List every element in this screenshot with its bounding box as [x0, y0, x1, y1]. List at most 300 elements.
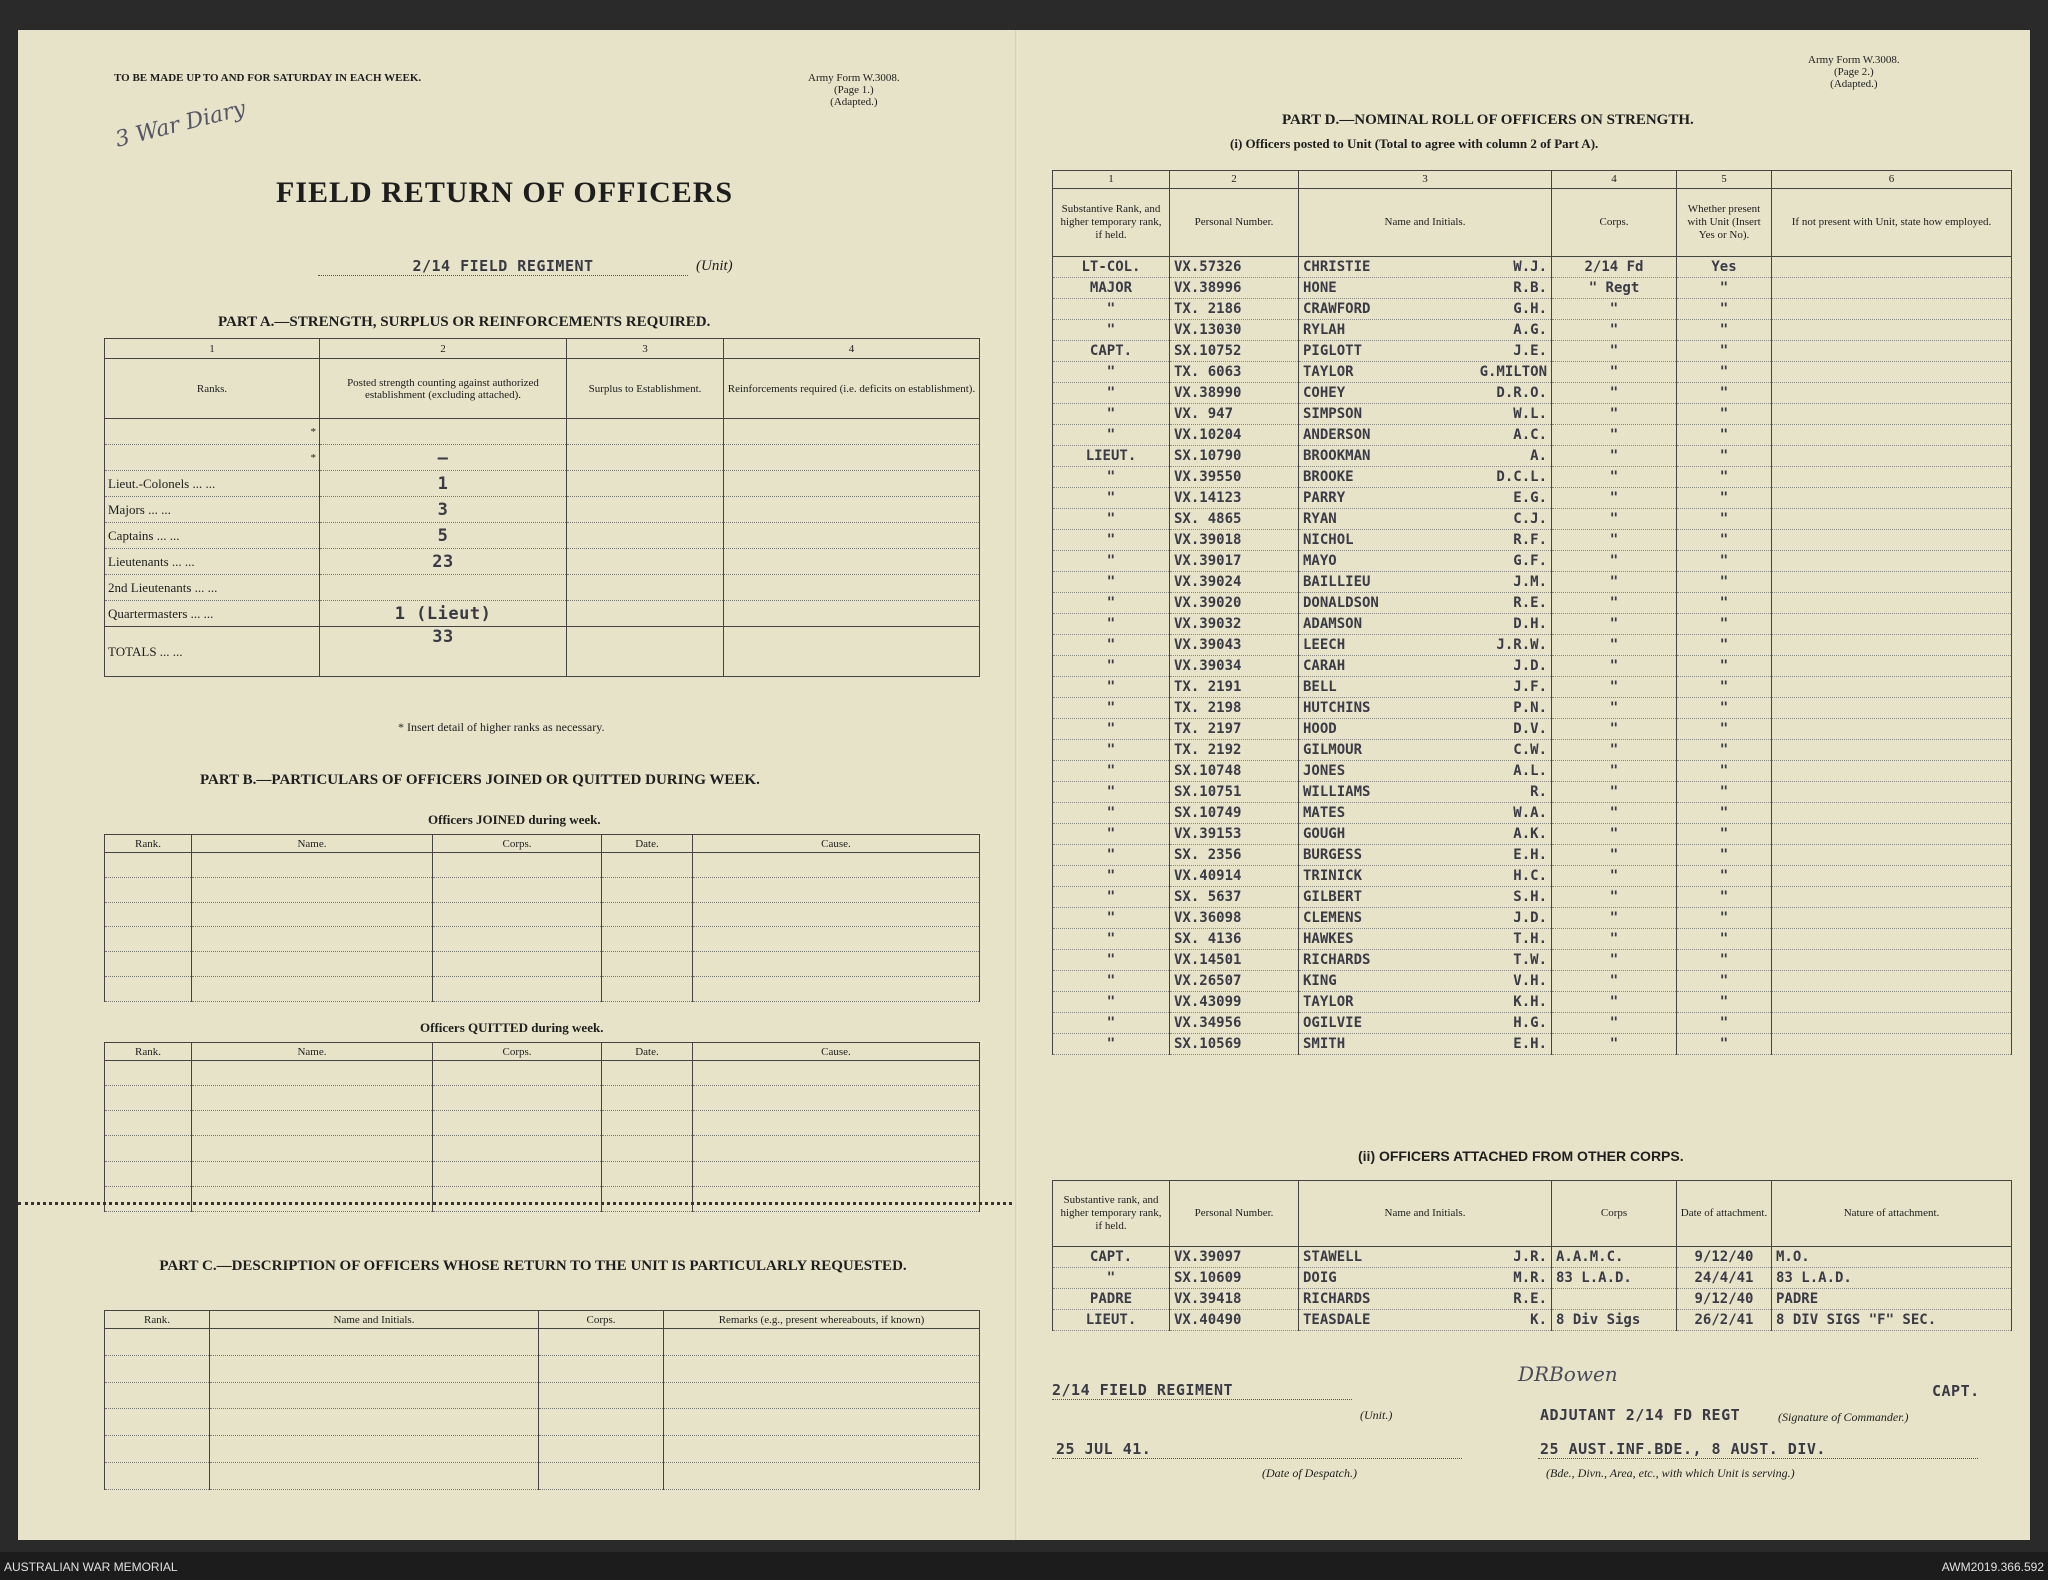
corps-cell: "	[1552, 1034, 1677, 1055]
surname: GILBERT	[1303, 889, 1363, 905]
surname: HUTCHINS	[1303, 700, 1371, 716]
number-cell: VX.39097	[1170, 1247, 1299, 1268]
present-cell: "	[1677, 698, 1772, 719]
part-a-table: 1 2 3 4 Ranks. Posted strength counting against authorized establishment (excluding attached). Surplus to Establishment. Reinforcements required (i.e. deficits on establishment). * * – Lieut.-Colonels ... ... 1 Majors ... ... 3 Captains ... ... 5 Lieutenants ... ... 23 2nd Lieutenants ... ... Quartermasters ... ... 1 (Lieut) TOTALS ... ... 33	[104, 338, 980, 677]
present-cell: "	[1677, 635, 1772, 656]
surname: RICHARDS	[1303, 952, 1371, 968]
corps-cell: "	[1552, 530, 1677, 551]
rank-cell: "	[1053, 929, 1170, 950]
number-cell: TX. 2186	[1170, 299, 1299, 320]
name-cell	[1299, 257, 1552, 278]
part-c-table: Rank. Name and Initials. Corps. Remarks (e.g., present whereabouts, if known)	[104, 1310, 980, 1490]
officer-row	[1053, 530, 2012, 551]
initials: R.	[1530, 784, 1547, 800]
surname: ADAMSON	[1303, 616, 1363, 632]
present-cell: "	[1677, 656, 1772, 677]
name-cell	[1299, 908, 1552, 929]
corps-cell: 2/14 Fd	[1552, 257, 1677, 278]
name-cell	[1299, 656, 1552, 677]
employment-cell	[1772, 824, 2012, 845]
corps-cell: "	[1552, 383, 1677, 404]
corps-cell: 8 Div Sigs	[1552, 1310, 1677, 1331]
surname: CLEMENS	[1303, 910, 1363, 926]
number-cell: VX.39020	[1170, 593, 1299, 614]
part-d-subtitle: (i) Officers posted to Unit (Total to agree with column 2 of Part A).	[1230, 136, 1599, 151]
present-cell: "	[1677, 845, 1772, 866]
number-cell: VX. 947	[1170, 404, 1299, 425]
employment-cell	[1772, 257, 2012, 278]
initials: M.R.	[1513, 1270, 1547, 1286]
present-cell: "	[1677, 383, 1772, 404]
corps-cell: "	[1552, 908, 1677, 929]
archive-footer	[0, 1552, 2048, 1580]
present-cell: "	[1677, 299, 1772, 320]
name-cell	[1299, 635, 1552, 656]
present-cell: "	[1677, 950, 1772, 971]
name-cell	[1299, 530, 1552, 551]
rank-cell: PADRE	[1053, 1289, 1170, 1310]
surname: RICHARDS	[1303, 1291, 1371, 1307]
rank-cell: CAPT.	[1053, 341, 1170, 362]
attached-officer-row	[1053, 1289, 2012, 1310]
initials: J.R.	[1513, 1249, 1547, 1265]
officer-row	[1053, 467, 2012, 488]
name-cell	[1299, 971, 1552, 992]
officer-row	[1053, 950, 2012, 971]
initials: J.R.W.	[1496, 637, 1547, 653]
officer-row	[1053, 971, 2012, 992]
officer-row	[1053, 1013, 2012, 1034]
right-page	[1018, 30, 2030, 1540]
present-cell: "	[1677, 740, 1772, 761]
corps-cell: "	[1552, 509, 1677, 530]
name-cell	[1299, 929, 1552, 950]
employment-cell	[1772, 1013, 2012, 1034]
corps-cell: "	[1552, 950, 1677, 971]
number-cell: SX.10749	[1170, 803, 1299, 824]
footer-source: AUSTRALIAN WAR MEMORIAL	[4, 1560, 178, 1574]
nominal-roll-table: 1 2 3 4 5 6 Substantive Rank, and higher temporary rank, if held. Personal Number. Name and Initials. Corps. Whether present with Unit (Insert Yes or No). If not present with Unit, state how employed. LT-COL. VX.57326 CHRISTIE W.J. 2/14 Fd Yes MAJOR VX.38996 HONE R.B. " Regt " " TX. 2186 CRAWFORD G.H. " " " VX.13030 RYLAH A.G. " " CAPT. SX.10752 PIGLOTT J.E. " " " TX. 6063 TAYLOR G.MILTON " " " VX.38990 COHEY D.R.O. " " " VX. 947 SIMPSON W.L. " " " VX.10204 ANDERSON A.C. " " LIEUT. SX.10790 BROOKMAN A. " " " VX.39550 BROOKE D.C.L. " " " VX.14123 PARRY E.G. " " " SX. 4865 RYAN C.J. " " " VX.39018 NICHOL R.F. " " " VX.39017 MAYO G.F. " " " VX.39024 BAILLIEU J.M. " " " VX.39020 DONALDSON R.E. " " " VX.39032 ADAMSON D.H. " " " VX.39043 LEECH J.R.W. " " " VX.39034 CARAH J.D. " " " TX. 2191 BELL J.F. " " " TX. 2198 HUTCHINS P.N. " " " TX. 2197 HOOD D.V. " " " TX. 2192 GILMOUR C.W. " " " SX.10748 JONES A.L. " " " SX.10751 WILLIAMS R. " " " SX.10749 MATES W.A. " " " VX.39153 GOUGH A.K. " " " SX. 2356 BURGESS E.H. " " " VX.40914 TRINICK H.C. " " " SX. 5637 GILBERT S.H. " " " VX.36098 CLEMENS J.D. " " " SX. 4136 HAWKES T.H. " " " VX.14501 RICHARDS T.W. " " " VX.26507 KING V.H. " " " VX.43099 TAYLOR K.H. " " " VX.34956 OGILVIE H.G. " " " SX.10569 SMITH E.H. " "	[1052, 170, 2012, 1055]
nature-cell: 83 L.A.D.	[1772, 1268, 2012, 1289]
footer-id: AWM2019.366.592	[1941, 1560, 2044, 1574]
corps-cell: A.A.M.C.	[1552, 1247, 1677, 1268]
officer-row	[1053, 719, 2012, 740]
initials: G.MILTON	[1479, 364, 1547, 380]
initials: K.	[1530, 1312, 1547, 1328]
officer-row	[1053, 614, 2012, 635]
present-cell: "	[1677, 782, 1772, 803]
despatch-line	[1052, 1458, 1462, 1459]
name-cell	[1299, 803, 1552, 824]
initials: H.C.	[1513, 868, 1547, 884]
rank-cell: "	[1053, 677, 1170, 698]
rank-cell: "	[1053, 551, 1170, 572]
unit-label: (Unit)	[696, 258, 733, 274]
number-cell: VX.57326	[1170, 257, 1299, 278]
name-cell	[1299, 1310, 1552, 1331]
surname: TRINICK	[1303, 868, 1363, 884]
employment-cell	[1772, 320, 2012, 341]
number-cell: SX. 4136	[1170, 929, 1299, 950]
number-cell: VX.43099	[1170, 992, 1299, 1013]
initials: R.B.	[1513, 280, 1547, 296]
surname: CARAH	[1303, 658, 1346, 674]
officer-row	[1053, 1034, 2012, 1055]
signoff-rank: CAPT.	[1932, 1382, 1980, 1400]
present-cell: "	[1677, 446, 1772, 467]
part-b-title: PART B.—PARTICULARS OF OFFICERS JOINED OR QUITTED DURING WEEK.	[200, 772, 760, 788]
rank-cell: "	[1053, 1013, 1170, 1034]
surname: BAILLIEU	[1303, 574, 1371, 590]
rank-cell: "	[1053, 593, 1170, 614]
name-cell	[1299, 446, 1552, 467]
name-cell	[1299, 425, 1552, 446]
name-cell	[1299, 341, 1552, 362]
present-cell: "	[1677, 551, 1772, 572]
number-cell: VX.39024	[1170, 572, 1299, 593]
initials: S.H.	[1513, 889, 1547, 905]
rank-cell: "	[1053, 467, 1170, 488]
initials: A.	[1530, 448, 1547, 464]
part-c-title: PART C.—DESCRIPTION OF OFFICERS WHOSE RETURN TO THE UNIT IS PARTICULARLY REQUESTED.	[159, 1258, 907, 1274]
name-cell	[1299, 761, 1552, 782]
employment-cell	[1772, 383, 2012, 404]
officer-row	[1053, 572, 2012, 593]
col-ranks: Ranks.	[105, 359, 320, 419]
signoff-unit-label: (Unit.)	[1360, 1408, 1393, 1422]
employment-cell	[1772, 614, 2012, 635]
initials: A.G.	[1513, 322, 1547, 338]
officer-row	[1053, 845, 2012, 866]
corps-cell: "	[1552, 341, 1677, 362]
rank-cell: "	[1053, 887, 1170, 908]
initials: A.L.	[1513, 763, 1547, 779]
employment-cell	[1772, 866, 2012, 887]
initials: D.R.O.	[1496, 385, 1547, 401]
present-cell: "	[1677, 803, 1772, 824]
officer-row	[1053, 446, 2012, 467]
employment-cell	[1772, 467, 2012, 488]
name-cell	[1299, 1268, 1552, 1289]
present-cell: "	[1677, 719, 1772, 740]
initials: V.H.	[1513, 973, 1547, 989]
officer-row	[1053, 866, 2012, 887]
employment-cell	[1772, 908, 2012, 929]
employment-cell	[1772, 719, 2012, 740]
part-d-title: PART D.—NOMINAL ROLL OF OFFICERS ON STRENGTH.	[1282, 112, 1694, 128]
corps-cell: "	[1552, 761, 1677, 782]
formation-line	[1538, 1458, 1978, 1459]
initials: E.H.	[1513, 847, 1547, 863]
rank-cell: "	[1053, 740, 1170, 761]
number-cell: VX.13030	[1170, 320, 1299, 341]
present-cell: "	[1677, 278, 1772, 299]
number-cell: SX.10748	[1170, 761, 1299, 782]
officer-row	[1053, 425, 2012, 446]
corps-cell: "	[1552, 992, 1677, 1013]
rank-cell: "	[1053, 488, 1170, 509]
officer-row	[1053, 257, 2012, 278]
nature-cell: PADRE	[1772, 1289, 2012, 1310]
corps-cell: "	[1552, 677, 1677, 698]
corps-cell: "	[1552, 572, 1677, 593]
rank-cell: "	[1053, 404, 1170, 425]
surname: BELL	[1303, 679, 1337, 695]
name-cell	[1299, 887, 1552, 908]
initials: W.A.	[1513, 805, 1547, 821]
surname: DOIG	[1303, 1270, 1337, 1286]
initials: A.K.	[1513, 826, 1547, 842]
surname: KING	[1303, 973, 1337, 989]
form-title: FIELD RETURN OF OFFICERS	[276, 176, 734, 209]
surname: STAWELL	[1303, 1249, 1363, 1265]
employment-cell	[1772, 677, 2012, 698]
initials: W.J.	[1513, 259, 1547, 275]
initials: G.H.	[1513, 301, 1547, 317]
present-cell: "	[1677, 593, 1772, 614]
attached-officer-row	[1053, 1247, 2012, 1268]
corps-cell: "	[1552, 425, 1677, 446]
part-a-title: PART A.—STRENGTH, SURPLUS OR REINFORCEMENTS REQUIRED.	[218, 314, 711, 330]
number-cell: VX.40914	[1170, 866, 1299, 887]
name-cell	[1299, 509, 1552, 530]
number-cell: SX.10609	[1170, 1268, 1299, 1289]
corps-cell: "	[1552, 446, 1677, 467]
present-cell: "	[1677, 341, 1772, 362]
employment-cell	[1772, 803, 2012, 824]
name-cell	[1299, 845, 1552, 866]
officer-row	[1053, 908, 2012, 929]
date-cell: 9/12/40	[1677, 1247, 1772, 1268]
number-cell: SX. 2356	[1170, 845, 1299, 866]
attached-title: (ii) OFFICERS ATTACHED FROM OTHER CORPS.	[1358, 1148, 1684, 1164]
rank-cell: "	[1053, 299, 1170, 320]
rank-cell: MAJOR	[1053, 278, 1170, 299]
employment-cell	[1772, 509, 2012, 530]
officer-row	[1053, 551, 2012, 572]
initials: R.E.	[1513, 595, 1547, 611]
corps-cell: "	[1552, 1013, 1677, 1034]
number-cell: VX.39550	[1170, 467, 1299, 488]
rank-cell: "	[1053, 824, 1170, 845]
surname: GOUGH	[1303, 826, 1346, 842]
name-cell	[1299, 614, 1552, 635]
formation-label: (Bde., Divn., Area, etc., with which Unit is serving.)	[1546, 1466, 1795, 1480]
number-cell: SX. 5637	[1170, 887, 1299, 908]
surname: PARRY	[1303, 490, 1346, 506]
employment-cell	[1772, 446, 2012, 467]
number-cell: SX.10752	[1170, 341, 1299, 362]
rank-cell: "	[1053, 1268, 1170, 1289]
corps-cell: "	[1552, 488, 1677, 509]
attached-officer-row	[1053, 1310, 2012, 1331]
surname: LEECH	[1303, 637, 1346, 653]
employment-cell	[1772, 761, 2012, 782]
surname: TAYLOR	[1303, 364, 1354, 380]
present-cell: "	[1677, 824, 1772, 845]
present-cell: "	[1677, 887, 1772, 908]
corps-cell: "	[1552, 824, 1677, 845]
surname: TEASDALE	[1303, 1312, 1371, 1328]
surname: HAWKES	[1303, 931, 1354, 947]
initials: R.F.	[1513, 532, 1547, 548]
corps-cell: "	[1552, 656, 1677, 677]
officer-row	[1053, 677, 2012, 698]
number-cell: VX.39153	[1170, 824, 1299, 845]
name-cell	[1299, 698, 1552, 719]
formation-value: 25 AUST.INF.BDE., 8 AUST. DIV.	[1540, 1440, 1826, 1458]
name-cell	[1299, 467, 1552, 488]
officer-row	[1053, 341, 2012, 362]
present-cell: "	[1677, 488, 1772, 509]
rank-cell: "	[1053, 950, 1170, 971]
date-cell: 9/12/40	[1677, 1289, 1772, 1310]
officer-row	[1053, 824, 2012, 845]
initials: A.C.	[1513, 427, 1547, 443]
name-cell	[1299, 824, 1552, 845]
employment-cell	[1772, 530, 2012, 551]
name-cell	[1299, 677, 1552, 698]
surname: RYAN	[1303, 511, 1337, 527]
date-cell: 24/4/41	[1677, 1268, 1772, 1289]
present-cell: "	[1677, 362, 1772, 383]
officer-row	[1053, 320, 2012, 341]
employment-cell	[1772, 488, 2012, 509]
signoff-unit-line: 2/14 FIELD REGIMENT	[1052, 1380, 1352, 1400]
rank-cell: "	[1053, 656, 1170, 677]
surname: SIMPSON	[1303, 406, 1363, 422]
present-cell: "	[1677, 614, 1772, 635]
rank-cell: "	[1053, 866, 1170, 887]
present-cell: "	[1677, 992, 1772, 1013]
officer-row	[1053, 299, 2012, 320]
name-cell	[1299, 404, 1552, 425]
name-cell	[1299, 362, 1552, 383]
corps-cell: "	[1552, 551, 1677, 572]
number-cell: VX.10204	[1170, 425, 1299, 446]
rank-cell: "	[1053, 719, 1170, 740]
rank-cell: "	[1053, 572, 1170, 593]
employment-cell	[1772, 971, 2012, 992]
name-cell	[1299, 1289, 1552, 1310]
attached-table: Substantive rank, and higher temporary rank, if held. Personal Number. Name and Initials. Corps Date of attachment. Nature of attachment. CAPT. VX.39097 STAWELL J.R. A.A.M.C. 9/12/40 M.O. " SX.10609 DOIG M.R. 83 L.A.D. 24/4/41 83 L.A.D. PADRE VX.39418 RICHARDS R.E. 9/12/40 PADRE LIEUT. VX.40490 TEASDALE K. 8 Div Sigs 26/2/41 8 DIV SIGS "F" SEC.	[1052, 1180, 2012, 1331]
employment-cell	[1772, 551, 2012, 572]
present-cell: "	[1677, 971, 1772, 992]
number-cell: TX. 6063	[1170, 362, 1299, 383]
employment-cell	[1772, 656, 2012, 677]
name-cell	[1299, 866, 1552, 887]
totals-value: 33	[320, 627, 567, 677]
number-cell: SX.10790	[1170, 446, 1299, 467]
rank-cell: "	[1053, 614, 1170, 635]
surname: CHRISTIE	[1303, 259, 1371, 275]
number-cell: VX.38996	[1170, 278, 1299, 299]
rank-cell: "	[1053, 698, 1170, 719]
corps-cell: "	[1552, 719, 1677, 740]
surname: PIGLOTT	[1303, 343, 1363, 359]
number-cell: TX. 2197	[1170, 719, 1299, 740]
name-cell	[1299, 1013, 1552, 1034]
number-cell: VX.14501	[1170, 950, 1299, 971]
name-cell	[1299, 1247, 1552, 1268]
corps-cell: "	[1552, 320, 1677, 341]
rank-cell: "	[1053, 320, 1170, 341]
officer-row	[1053, 278, 2012, 299]
form-number-left: Army Form W.3008. (Page 1.) (Adapted.)	[808, 72, 900, 108]
officer-row	[1053, 761, 2012, 782]
employment-cell	[1772, 341, 2012, 362]
present-cell: Yes	[1677, 257, 1772, 278]
officer-row	[1053, 887, 2012, 908]
part-a-footnote: * Insert detail of higher ranks as necessary.	[398, 720, 605, 734]
employment-cell	[1772, 950, 2012, 971]
number-cell: VX.36098	[1170, 908, 1299, 929]
rank-cell: "	[1053, 908, 1170, 929]
surname: CRAWFORD	[1303, 301, 1371, 317]
corps-cell: "	[1552, 803, 1677, 824]
rank-cell: "	[1053, 971, 1170, 992]
corps-cell: "	[1552, 929, 1677, 950]
employment-cell	[1772, 425, 2012, 446]
corps-cell: "	[1552, 866, 1677, 887]
number-cell: TX. 2192	[1170, 740, 1299, 761]
number-cell: VX.38990	[1170, 383, 1299, 404]
joined-title: Officers JOINED during week.	[428, 812, 601, 827]
number-cell: VX.39018	[1170, 530, 1299, 551]
name-cell	[1299, 740, 1552, 761]
corps-cell: "	[1552, 362, 1677, 383]
number-cell: VX.39034	[1170, 656, 1299, 677]
name-cell	[1299, 299, 1552, 320]
present-cell: "	[1677, 425, 1772, 446]
surname: NICHOL	[1303, 532, 1354, 548]
rank-cell: "	[1053, 761, 1170, 782]
employment-cell	[1772, 635, 2012, 656]
name-cell	[1299, 950, 1552, 971]
surname: BROOKE	[1303, 469, 1354, 485]
initials: J.D.	[1513, 910, 1547, 926]
employment-cell	[1772, 593, 2012, 614]
rank-cell: "	[1053, 530, 1170, 551]
rank-cell: "	[1053, 1034, 1170, 1055]
present-cell: "	[1677, 677, 1772, 698]
corps-cell: "	[1552, 404, 1677, 425]
corps-cell: "	[1552, 593, 1677, 614]
number-cell: VX.39043	[1170, 635, 1299, 656]
initials: D.V.	[1513, 721, 1547, 737]
initials: W.L.	[1513, 406, 1547, 422]
present-cell: "	[1677, 320, 1772, 341]
name-cell	[1299, 593, 1552, 614]
rank-cell: "	[1053, 509, 1170, 530]
number-cell: SX. 4865	[1170, 509, 1299, 530]
rank-cell: CAPT.	[1053, 1247, 1170, 1268]
employment-cell	[1772, 278, 2012, 299]
surname: GILMOUR	[1303, 742, 1363, 758]
employment-cell	[1772, 929, 2012, 950]
employment-cell	[1772, 845, 2012, 866]
officer-row	[1053, 803, 2012, 824]
corps-cell: "	[1552, 614, 1677, 635]
number-cell: TX. 2191	[1170, 677, 1299, 698]
rank-cell: "	[1053, 845, 1170, 866]
present-cell: "	[1677, 1013, 1772, 1034]
corps-cell: "	[1552, 845, 1677, 866]
initials: H.G.	[1513, 1015, 1547, 1031]
present-cell: "	[1677, 866, 1772, 887]
name-cell	[1299, 992, 1552, 1013]
officer-row	[1053, 740, 2012, 761]
